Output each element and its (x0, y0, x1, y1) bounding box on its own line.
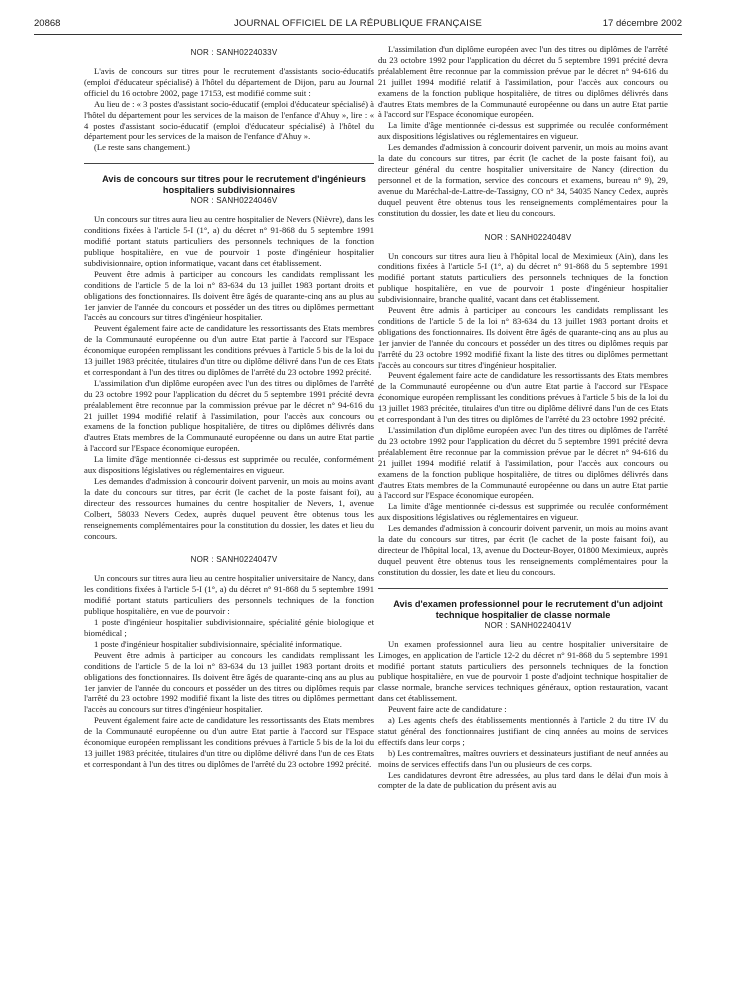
paragraph: Au lieu de : « 3 postes d'assistant socio-éducatif (emploi d'éducateur spécialisé) à l'hôtel du département pour les services de la maison de l'enfance d'Ahuy », lire : « 4 postes d'assistant socio-éducatif (emploi d'éducateur spécialisé) à l'hôtel du département pour les services de la maison de l'enfance d'Ahuy ». (84, 98, 374, 142)
paragraph: Les demandes d'admission à concourir doivent parvenir, un mois au moins avant la date du concours sur titres, par écrit (le cachet de la poste faisant foi), au directeur de l'hôpital local, 13, avenue du Docteur-Boyer, 01800 Meximieux, auprès duquel peuvent être obtenus tous les renseignements complémentaires pour la constitution du dossier, les date et lieu du concours. (378, 523, 668, 577)
paragraph: Les candidatures devront être adressées, au plus tard dans le délai d'un mois à compter de la date de publication du présent avis au (378, 769, 668, 791)
paragraph: La limite d'âge mentionnée ci-dessus est supprimée ou reculée conformément aux dispositions législatives ou réglementaires en vigueur. (378, 501, 668, 523)
page-number: 20868 (34, 18, 61, 29)
publication-date: 17 décembre 2002 (602, 18, 682, 29)
paragraph: Un concours sur titres aura lieu à l'hôpital local de Meximieux (Ain), dans les conditions fixées à l'article 5-I (1°, a) du décret n° 91-868 du 5 septembre 1991 modifié portant statuts particuliers des personnels techniques de la fonction publique hospitalière, en vue de pourvoir 1 poste d'ingénieur hospitalier subdivisionnaire, branche qualité, vacant dans cet établissement. (378, 250, 668, 305)
paragraph: Peuvent également faire acte de candidature les ressortissants des Etats membres de la Communauté européenne ou d'un autre Etat partie à l'accord sur l'Espace économique européen remplissant les conditions prévues à l'article 5 bis de la loi du 13 juillet 1983 précitée, titulaires d'un titre ou diplôme délivré dans l'un de ces Etats et correspondant à l'un des titres ou diplômes de l'arrêté du 23 octobre 1992 précité. (378, 370, 668, 425)
notice-heading: Avis d'examen professionnel pour le recrutement d'un adjoint technique hospitalier de classe normale (393, 598, 663, 620)
journal-title: JOURNAL OFFICIEL DE LA RÉPUBLIQUE FRANÇAISE (233, 18, 483, 29)
nor-reference: NOR : SANH0224041V (484, 620, 572, 630)
paragraph: 1 poste d'ingénieur hospitalier subdivisionnaire, spécialité informatique. (94, 638, 342, 649)
nor-reference: NOR : SANH0224048V (484, 232, 572, 242)
paragraph: La limite d'âge mentionnée ci-dessus est supprimée ou reculée conformément aux dispositions législatives ou réglementaires en vigueur. (378, 120, 668, 142)
paragraph: b) Les contremaîtres, maîtres ouvriers et dessinateurs justifiant de neuf années au moins de services effectifs dans l'un ou plusieurs de ces corps. (378, 747, 668, 769)
nor-reference: NOR : SANH0224046V (190, 196, 278, 206)
paragraph: (Le reste sans changement.) (94, 142, 190, 153)
page-header (34, 18, 682, 32)
nor-reference: NOR : SANH0224033V (190, 48, 278, 57)
paragraph: Un concours sur titres aura lieu au centre hospitalier universitaire de Nancy, dans les conditions fixées à l'article 5-I (1°, a) du décret n° 91-868 du 5 septembre 1991 modifié portant statuts particuliers des personnels techniques de la fonction publique hospitalière, en vue de pourvoir : (84, 573, 374, 617)
paragraph: Peuvent également faire acte de candidature les ressortissants des Etats membres de la Communauté européenne ou d'un autre Etat partie à l'accord sur l'Espace économique européen remplissant les conditions prévues à l'article 5 bis de la loi du 13 juillet 1983 précitée, titulaires d'un titre ou diplôme délivré dans l'un de ces Etats et correspondant à l'un des titres ou diplômes de l'arrêté du 23 octobre 1992 précité. (84, 715, 374, 769)
paragraph: Les demandes d'admission à concourir doivent parvenir, un mois au moins avant la date du concours sur titres, par écrit (le cachet de la poste faisant foi), au directeur général du centre hospitalier universitaire de Nancy (direction du personnel et de la formation, service des concours et examens, bureau n° 9), 29, avenue du Maréchal-de-Lattre-de-Tassigny, CO n° 34, 54035 Nancy Cedex, auprès duquel peuvent être obtenus tous les renseignements complémentaires pour la constitution du dossier, les date et lieu du concours. (378, 142, 668, 218)
paragraph: Peuvent être admis à participer au concours les candidats remplissant les conditions de l'article 5 de la loi n° 83-634 du 13 juillet 1983 portant droits et obligations des fonctionnaires. Ils doivent être âgés de quarante-cinq ans au plus au 1er janvier de l'année du concours et posséder un des titres ou diplômes requis par l'arrêté du 23 octobre 1992 modifié fixant la liste des titres ou diplômes permettant l'accès au concours sur titres d'ingénieur hospitalier. (84, 649, 374, 715)
paragraph: Les demandes d'admission à concourir doivent parvenir, un mois au moins avant la date du concours sur titres, par écrit (le cachet de la poste faisant foi), au directeur des ressources humaines du centre hospitalier de Nevers, 1, avenue Colbert, 58033 Nevers Cedex, auprès duquel peuvent être obtenus tous les renseignements complémentaires pour la constitution du dossier, les dates et lieu du concours. (84, 476, 374, 541)
notice-heading: Avis de concours sur titres pour le recrutement d'ingénieurs hospitaliers subdivisionnaires (102, 174, 366, 196)
paragraph: 1 poste d'ingénieur hospitalier subdivisionnaire, spécialité génie biologique et biomédical ; (84, 617, 374, 638)
header-rule (34, 34, 682, 35)
nor-reference: NOR : SANH0224047V (190, 555, 278, 565)
paragraph: a) Les agents chefs des établissements mentionnés à l'article 2 du titre IV du statut général des fonctionnaires justifiant de cinq années au moins de services effectifs dans leur corps ; (378, 715, 668, 747)
paragraph: La limite d'âge mentionnée ci-dessus est supprimée ou reculée, conformément aux dispositions législatives ou réglementaires en vigueur. (84, 454, 374, 476)
paragraph: Peuvent être admis à participer au concours les candidats remplissant les conditions de l'article 5 de la loi n° 83-634 du 13 juillet 1983 portant droits et obligations des fonctionnaires. Ils doivent être âgés de quarante-cinq ans au plus au 1er janvier de l'année du concours et posséder un des titres ou diplômes requis par l'arrêté du 23 octobre 1992 modifié fixant la liste des titres ou diplômes permettant l'accès au concours sur titres d'ingénieur hospitalier. (378, 305, 668, 370)
paragraph: Un concours sur titres aura lieu au centre hospitalier de Nevers (Nièvre), dans les conditions fixées à l'article 5-I (1°, a) du décret n° 91-868 du 5 septembre 1991 modifié portant statuts particuliers des personnels techniques de la fonction publique hospitalière, en vue de pourvoir 1 poste d'ingénieur hospitalier subdivisionnaire, option informatique, vacant dans cet établissement. (84, 214, 374, 268)
right-column (378, 44, 668, 791)
left-column (84, 44, 374, 770)
paragraph: L'assimilation d'un diplôme européen avec l'un des titres ou diplômes de l'arrêté du 23 octobre 1992 pour l'application du décret du 5 septembre 1991 précité devra préalablement être reconnue par la commission prévue par le décret n° 94-616 du 21 juillet 1994 modifié relatif à l'assimilation, pour l'accès aux concours ou examens de la fonction publique hospitalière, de titres ou diplômes délivrés dans d'autres Etats membres de la Communauté européenne ou dans un autre Etat partie à l'accord sur l'Espace économique européen. (378, 425, 668, 501)
paragraph: Peuvent faire acte de candidature : (388, 704, 507, 715)
paragraph: L'assimilation d'un diplôme européen avec l'un des titres ou diplômes de l'arrêté du 23 octobre 1992 pour l'application du décret du 5 septembre 1991 précité devra préalablement être reconnue par la commission prévue par le décret n° 94-616 du 21 juillet 1994 modifié relatif à l'assimilation, pour l'accès aux concours ou examens de la fonction publique hospitalière, de titres ou diplômes délivrés dans d'autres Etats membres de la Communauté européenne ou dans un autre Etat partie à l'accord sur l'Espace économique européen. (84, 377, 374, 454)
paragraph: Peuvent également faire acte de candidature les ressortissants des Etats membres de la Communauté européenne ou d'un autre Etat partie à l'accord sur l'Espace économique européen remplissant les conditions prévues à l'article 5 bis de la loi du 13 juillet 1983 précitée, titulaires d'un titre ou diplôme délivré dans l'un de ces Etats et correspondant à l'un des titres ou diplômes de l'arrêté du 23 octobre 1992 précité. (84, 323, 374, 377)
paragraph: Peuvent être admis à participer au concours les candidats remplissant les conditions de l'article 5 de la loi n° 83-634 du 13 juillet 1983 portant droits et obligations des fonctionnaires. Ils doivent être âgés de quarante-cinq ans au plus au 1er janvier de l'année du concours et posséder un des titres ou diplômes permettant l'accès au concours sur titres d'ingénieur hospitalier. (84, 268, 374, 323)
paragraph: Un examen professionnel aura lieu au centre hospitalier universitaire de Limoges, en application de l'article 12-2 du décret n° 91-868 du 5 septembre 1991 modifié portant statuts particuliers des personnels techniques de la fonction publique hospitalière, en vue de pourvoir 1 poste d'adjoint technique hospitalier de classe normale, branche services techniques généraux, option restauration, vacant dans cet établissement. (378, 638, 668, 704)
paragraph: L'assimilation d'un diplôme européen avec l'un des titres ou diplômes de l'arrêté du 23 octobre 1992 pour l'application du décret du 5 septembre 1991 précité devra préalablement être reconnue par la commission prévue par le décret n° 94-616 du 21 juillet 1994 modifié relatif à l'assimilation, pour l'accès aux concours ou examens de la fonction publique hospitalière, de titres ou diplômes délivrés dans d'autres Etats membres de la Communauté européenne ou dans un autre Etat partie à l'accord sur l'Espace économique européen. (378, 44, 668, 120)
paragraph: L'avis de concours sur titres pour le recrutement d'assistants socio-éducatifs (emploi d'éducateur spécialisé) à l'hôtel du département de Dijon, paru au Journal officiel du 16 octobre 2002, page 17153, est modifié comme suit : (84, 66, 374, 98)
